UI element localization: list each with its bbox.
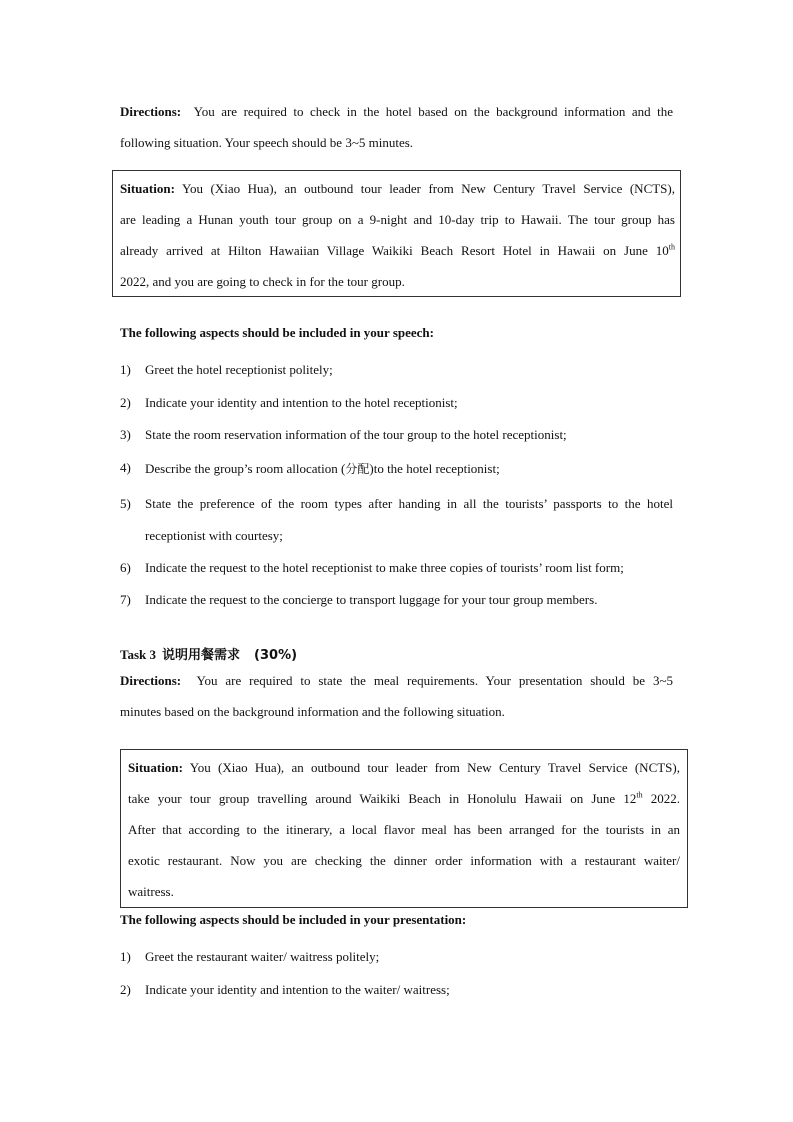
task-title-cn: 说明用餐需求 [162, 648, 241, 663]
list-text: Greet the restaurant waiter/ waitress politely; [145, 949, 380, 964]
directions-label: Directions: [120, 673, 182, 688]
list-item [120, 982, 673, 998]
situation-text: 2022, and you are going to check in for the tour group. [120, 274, 405, 289]
situation-text: 2022. [642, 791, 680, 806]
task3-title [120, 645, 297, 666]
list-text: Indicate your identity and intention to the waiter/ waitress; [145, 982, 450, 997]
list-item [120, 949, 673, 965]
task2-situation-box [112, 170, 681, 297]
task2-directions [120, 96, 673, 158]
list-item [120, 560, 673, 576]
list-number: 1) [120, 362, 131, 377]
list-number: 4) [120, 460, 131, 475]
list-item [120, 362, 673, 378]
list-text: Indicate the request to the concierge to transport luggage for your tour group members. [145, 592, 598, 607]
list-item [120, 592, 673, 608]
list-number: 1) [120, 949, 131, 964]
situation-label: Situation: [128, 760, 183, 775]
directions-text: following situation. Your speech should be 3~5 minutes. [120, 135, 414, 150]
task3-aspects-heading: The following aspects should be included in your presentation: [120, 912, 467, 927]
list-number: 3) [120, 427, 131, 442]
list-text: State the preference of the room types after handing in all the tourists’ passports to the hotel [145, 496, 673, 511]
list-item [120, 460, 673, 477]
directions-label: Directions: [120, 104, 182, 119]
directions-text: You are required to check in the hotel based on the background information and the [193, 104, 673, 119]
situation-text: waitress. [128, 884, 174, 899]
situation-label: Situation: [120, 181, 175, 196]
directions-text: minutes based on the background information and the following situation. [120, 704, 505, 719]
list-text: Indicate the request to the hotel receptionist to make three copies of tourists’ room list form; [145, 560, 624, 575]
task-weight: (30%) [254, 648, 298, 663]
situation-text: are leading a Hunan youth tour group on a 9-night and 10-day trip to Hawaii. The tour group has [120, 212, 675, 227]
list-item [120, 427, 673, 443]
list-number: 5) [120, 496, 131, 511]
list-text: Describe the group’s room allocation ( [145, 461, 346, 476]
situation-text: exotic restaurant. Now you are checking the dinner order information with a restaurant waiter/ [128, 853, 680, 868]
situation-text: already arrived at Hilton Hawaiian Village Waikiki Beach Resort Hotel in Hawaii on June 10 [120, 243, 669, 258]
list-text: State the room reservation information of the tour group to the hotel receptionist; [145, 427, 567, 442]
ordinal-suffix: th [636, 790, 643, 800]
ordinal-suffix: th [668, 242, 675, 252]
situation-text: After that according to the itinerary, a local flavor meal has been arranged for the tourists in an [128, 822, 680, 837]
list-text-cn: 分配 [345, 462, 370, 476]
list-text: Greet the hotel receptionist politely; [145, 362, 333, 377]
task2-aspects-heading: The following aspects should be included in your speech: [120, 325, 434, 340]
task3-situation-box [120, 749, 688, 908]
situation-text: You (Xiao Hua), an outbound tour leader from New Century Travel Service (NCTS), [181, 181, 675, 196]
directions-text: You are required to state the meal requirements. Your presentation should be 3~5 [196, 673, 673, 688]
list-number: 6) [120, 560, 131, 575]
list-item [120, 395, 673, 411]
list-text: Indicate your identity and intention to the hotel receptionist; [145, 395, 458, 410]
list-number: 7) [120, 592, 131, 607]
task3-directions [120, 665, 673, 727]
list-item [120, 495, 673, 552]
list-text: )to the hotel receptionist; [369, 461, 500, 476]
situation-text: You (Xiao Hua), an outbound tour leader from New Century Travel Service (NCTS), [189, 760, 680, 775]
situation-text: take your tour group travelling around Waikiki Beach in Honolulu Hawaii on June 12 [128, 791, 637, 806]
task-number: Task 3 [120, 647, 157, 662]
list-number: 2) [120, 395, 131, 410]
list-text: receptionist with courtesy; [145, 528, 283, 543]
list-number: 2) [120, 982, 131, 997]
